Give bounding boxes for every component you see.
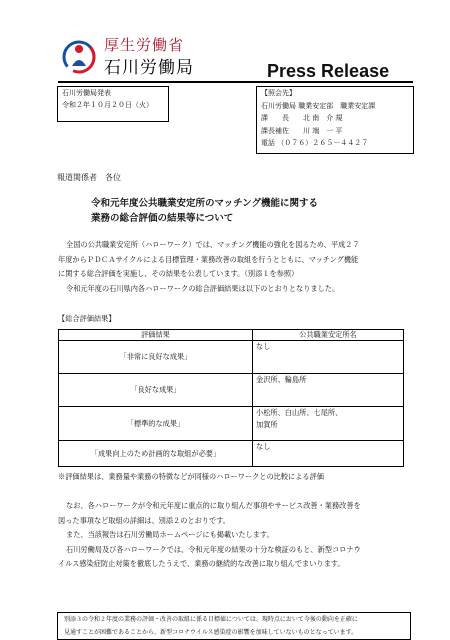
offices-cell	[253, 341, 404, 374]
offices-cell	[253, 374, 404, 407]
office-text: なし	[256, 342, 271, 351]
closing-paragraph	[58, 499, 361, 572]
note-line: 別添３の令和２年度の業務の評価・改善の取組に係る目標値については、現時点において今後の動向を正確に	[64, 616, 358, 623]
note-box	[57, 612, 411, 640]
publication-date: 令和２年１０月２０日（火）	[62, 101, 153, 109]
mhlw-logo-icon	[58, 36, 100, 78]
contact-heading: 【照会先】	[261, 89, 296, 97]
offices-cell	[253, 441, 404, 467]
closing-line: また、当該報告は石川労働局ホームページにも掲載いたします。	[66, 530, 274, 539]
intro-line: 令和元年度の石川県内各ハローワークの総合評価結果は以下のとおりとなりました。	[66, 283, 340, 293]
contact-deputy: 課長補佐 川 端 一 平	[261, 126, 343, 135]
table-row	[59, 407, 404, 441]
note-line: 見通すことが困難であることから、新型コロナウイルス感染症の影響を加味していないものとなっています。	[64, 629, 358, 636]
contact-box	[256, 86, 414, 154]
rating-cell: 「成果向上のため計画的な取組が必要」	[59, 441, 253, 467]
title-line: 令和元年度公共職業安定所のマッチング機能に関する	[91, 198, 318, 209]
table-header-row	[59, 330, 404, 341]
closing-line: なお、各ハローワークが令和元年度に重点的に取り組んだ事項やサービス改善・業務改善を	[66, 501, 361, 510]
contact-chief: 課 長 北 南 介 規	[261, 114, 343, 122]
closing-line: イルス感染症防止対策を徹底したうえで、業務の継続的な改善に取り組んでまいります。	[58, 559, 345, 568]
ministry-name: 厚生労働省	[104, 36, 185, 54]
table-row	[59, 341, 404, 374]
addressee: 報道関係者 各位	[57, 173, 121, 182]
rating-cell: 「標準的な成果」	[59, 407, 253, 441]
title-line: 業務の総合評価の結果等について	[91, 213, 234, 224]
contact-department: 石川労働局 職業安定部 職業安定課	[261, 101, 376, 110]
intro-line: 全国の公共職業安定所（ハローワーク）では、マッチング機能の強化を図るため、平成２７	[66, 240, 360, 249]
intro-line: 年度からＰＤＣＡサイクルによる目標管理・業務改善の取組を行うとともに、マッチング機能	[58, 254, 359, 264]
intro-paragraph	[58, 238, 360, 296]
table-row	[59, 374, 404, 407]
office-text: 金沢所、輪島所	[256, 375, 307, 384]
office-text: 小松所、白山所、七尾所、	[256, 408, 343, 417]
office-text: なし	[256, 442, 271, 451]
table-row	[59, 441, 404, 467]
table-caption: 【総合評価結果】	[58, 314, 116, 323]
closing-line: 石川労働局及び各ハローワークでは、令和元年度の結果の十分な検証のもと、新型コロナウ	[66, 544, 361, 554]
rating-cell: 「非常に良好な成果」	[59, 341, 253, 374]
intro-line: に関する総合評価を実施し、その結果を公表しています。（別添１を参照）	[58, 269, 299, 278]
header-offices: 公共職業安定所名	[253, 330, 404, 341]
press-release-heading: Press Release	[267, 61, 390, 81]
evaluation-table	[58, 329, 404, 467]
publisher-line: 石川労働局発表	[62, 89, 111, 97]
document-title	[91, 196, 318, 226]
offices-cell	[253, 407, 404, 441]
rating-cell: 「良好な成果」	[59, 374, 253, 407]
closing-line: 図った事項など取組の詳細は、別添２のとおりです。	[58, 515, 230, 525]
header-rating: 評価結果	[59, 330, 253, 341]
publication-box	[57, 86, 169, 122]
office-text: 加賀所	[256, 420, 278, 429]
header-divider	[58, 81, 413, 83]
bureau-name: 石川労働局	[104, 58, 194, 78]
contact-phone: 電話 （０７６）２６５－４４２７	[261, 139, 369, 147]
table-footnote: ※評価結果は、業務量や業務の特徴などが同様のハローワークとの比較による評価	[58, 472, 324, 481]
